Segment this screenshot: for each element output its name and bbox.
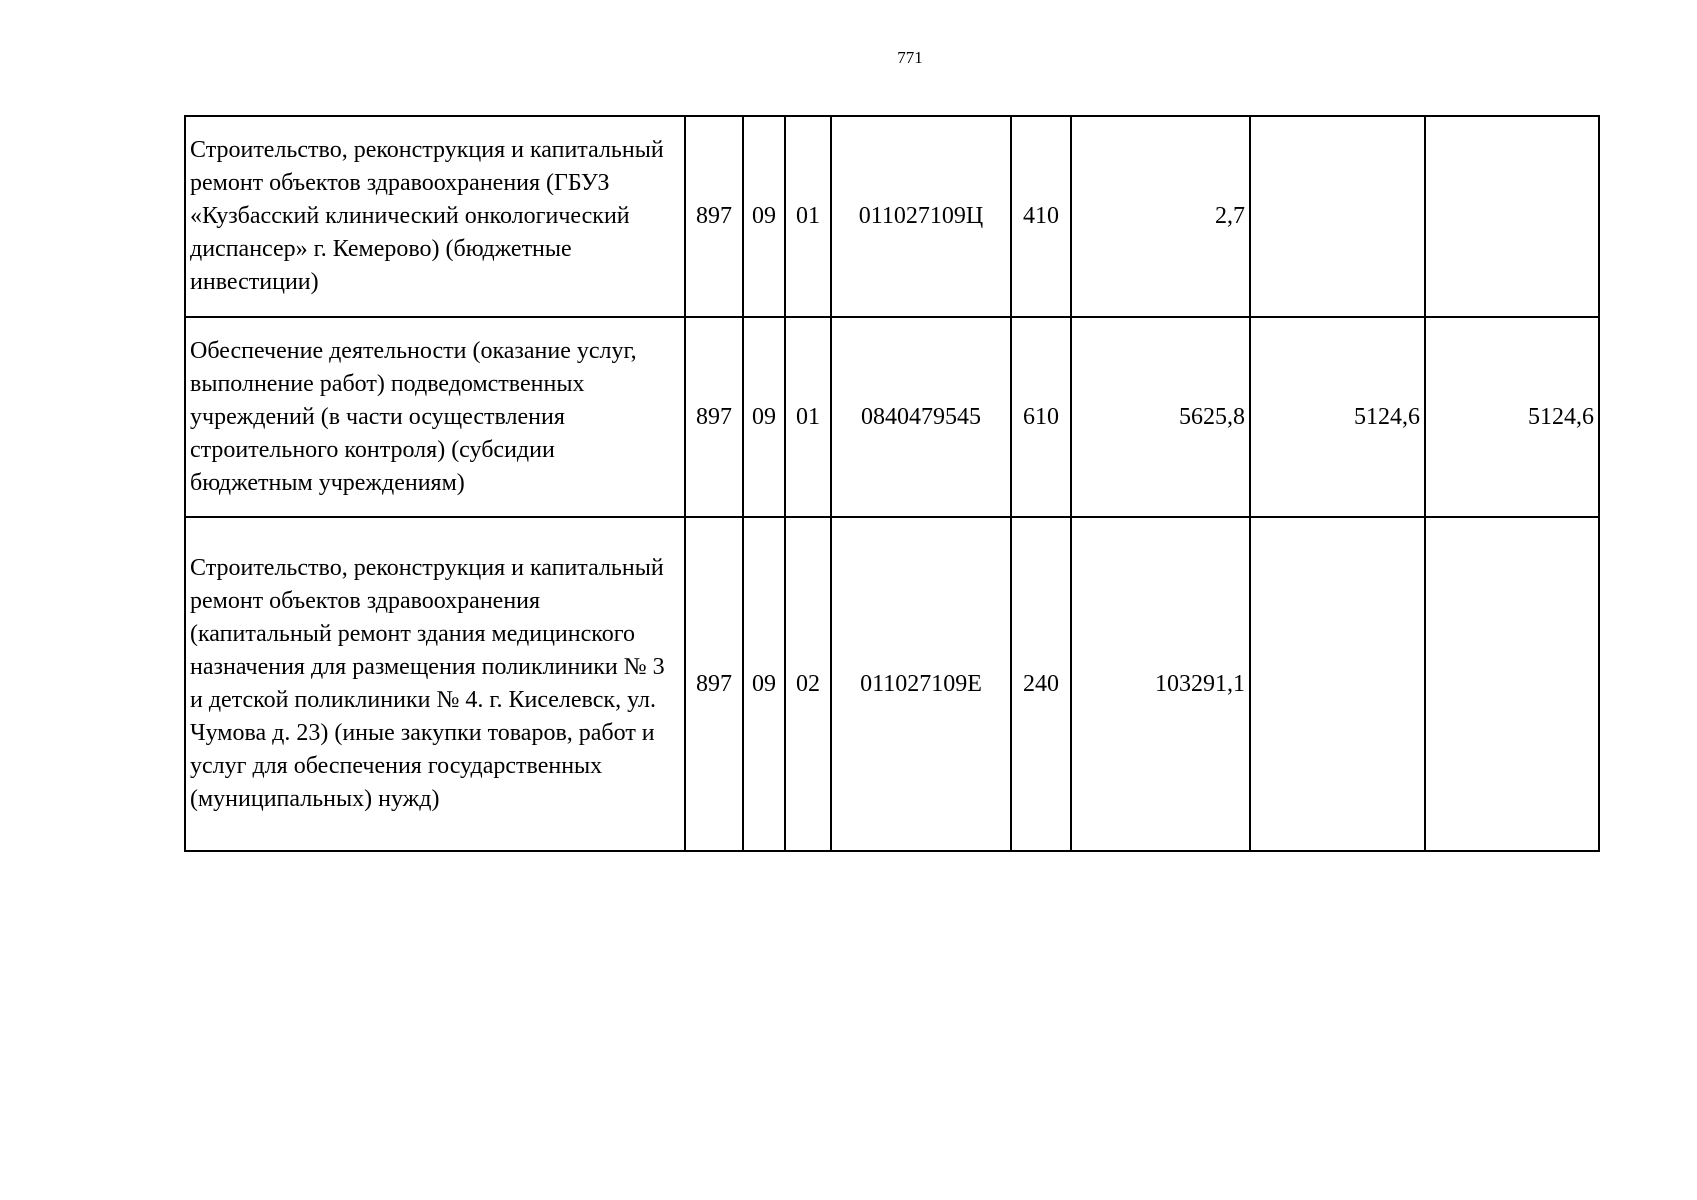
- amount-3: [1425, 517, 1599, 851]
- row-description: Строительство, реконструкция и капитальный ремонт объектов здравоохранения (ГБУЗ «Кузбасский клинический онкологический диспансер» г. Кемерово) (бюджетные инвестиции): [185, 116, 685, 317]
- amount-1: 5625,8: [1071, 317, 1250, 517]
- expense-type-code: 410: [1011, 116, 1071, 317]
- table-row: [185, 517, 1599, 851]
- target-article-code: 0840479545: [831, 317, 1011, 517]
- expense-type-code: 240: [1011, 517, 1071, 851]
- page-number: 771: [897, 48, 923, 67]
- section-code: 09: [743, 317, 785, 517]
- section-code: 09: [743, 517, 785, 851]
- subsection-code: 01: [785, 116, 831, 317]
- amount-1: 103291,1: [1071, 517, 1250, 851]
- amount-3: [1425, 116, 1599, 317]
- amount-2: [1250, 116, 1425, 317]
- ministry-code: 897: [685, 116, 743, 317]
- table-row: [185, 317, 1599, 517]
- ministry-code: 897: [685, 317, 743, 517]
- row-description: Строительство, реконструкция и капитальный ремонт объектов здравоохранения (капитальный ремонт здания медицинского назначения для размещения поликлиники № 3 и детской поликлиники № 4. г. Киселевск, ул. Чумова д. 23) (иные закупки товаров, работ и услуг для обеспечения государственных (муниципальных) нужд): [185, 517, 685, 851]
- subsection-code: 02: [785, 517, 831, 851]
- section-code: 09: [743, 116, 785, 317]
- subsection-code: 01: [785, 317, 831, 517]
- amount-1: 2,7: [1071, 116, 1250, 317]
- budget-table: [184, 115, 1600, 852]
- amount-2: [1250, 517, 1425, 851]
- target-article-code: 011027109Ц: [831, 116, 1011, 317]
- amount-2: 5124,6: [1250, 317, 1425, 517]
- expense-type-code: 610: [1011, 317, 1071, 517]
- target-article-code: 011027109Е: [831, 517, 1011, 851]
- table-row: [185, 116, 1599, 317]
- ministry-code: 897: [685, 517, 743, 851]
- row-description: Обеспечение деятельности (оказание услуг, выполнение работ) подведомственных учреждений (в части осуществления строительного контроля) (субсидии бюджетным учреждениям): [185, 317, 685, 517]
- amount-3: 5124,6: [1425, 317, 1599, 517]
